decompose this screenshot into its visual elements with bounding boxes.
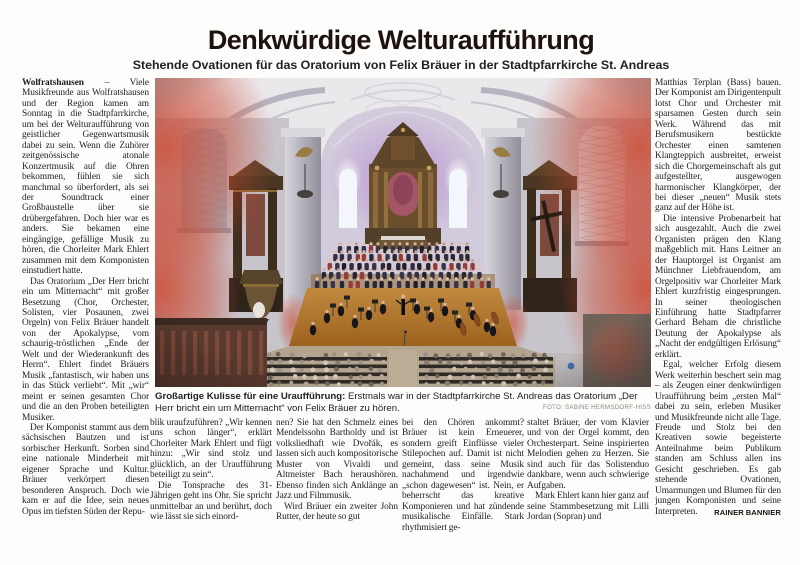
text-column-left — [22, 78, 149, 524]
paragraph — [655, 360, 781, 517]
paragraph: staltet Bräuer, der vom Klavier und von der Orgel kommt, den Orchesterpart. Seine inspirierten Melodien gehen zu Herzen. Sie sind auch für das Solistenduo dankbare, wenn auch schwierige Aufgaben. — [527, 418, 649, 491]
paragraph: Das Oratorium „Der Herr bricht ein um Mitternacht“ mit großer Besetzung (Chor, Orchester, Solisten, vier Posaunen, zwei Orgeln) von Felix Bräuer handelt von der Apokalypse, vom schaurig-tröstlichen „Ende der Welt und der Wiederankunft des Herrn“. Ehlert findet Bräuers Musik „fantastisch, wir haben uns in das Stück verliebt“. Mit „wir“ meint er seinen gesamten Chor und die an den Proben beteiligten Musiker. — [22, 276, 149, 423]
author-byline: RAINER BANNIER — [714, 507, 781, 517]
subheadline: Stehende Ovationen für das Oratorium von Felix Bräuer in der Stadtpfarrkirche St. Andreas — [132, 58, 670, 72]
page-title: Denkwürdige Welturaufführung — [207, 25, 595, 55]
paragraph: Die intensive Probenarbeit hat sich ausgezahlt. Auch die zwei Organisten prägen den Klang maßgeblich mit. Hans Leitner an der Hauptorgel ist Organist am Münchner Liebfrauendom, am Orgelpositiv war Chorleiter Mark Ehlert kurzfristig eingesprungen. In seiner theologischen Einführung hatte Stadtpfarrer Gerhard Beham die christliche Deutung der Apokalypse als „Nacht der endgültigen Erlösung“ erklärt. — [655, 213, 781, 360]
paragraph-text: Egal, welcher Erfolg diesem Werk weiterhin beschert sein mag – als Zeugen einer denkwürdigen Uraufführung beim „ersten Mal“ dabei zu sein, erleben Musiker und Musikfreunde nicht alle Tage. Freude und Stolz bei den Kreativen sowie begeisterte Anteilnahme beim Publikum standen am Schluss allen ins Gesicht geschrieben. Es gab stehende Ovationen, Umarmungen und Blumen für den jungen Komponisten und seine Interpreten. — [655, 360, 781, 517]
caption-lead: Großartige Kulisse für eine Uraufführung: — [155, 391, 346, 402]
paragraph: Mark Ehlert kann hier ganz auf seine Stammbesetzung mit Lilli Jordan (Sopran) und — [527, 491, 649, 523]
paragraph: Der Komponist stammt aus dem sächsischen Bautzen und ist sorbischer Herkunft. Sorben sind eine nationale Minderheit mit eigener Sprache und Kultur. Bräuer verkörpert diesen besonderen Anspruch. Doch wie kam er auf die Idee, sein neues Opus im tiefsten Süden der Repu- — [22, 422, 149, 517]
paragraph: nen? Sie hat den Schmelz eines Mendelssohn Bartholdy und ist volksliedhaft wie Dvořák, es lassen sich auch kompositorische Muster von Vivaldi und Altmeister Bach heraushören. Ebenso finden sich Anklänge an Jazz und Filmmusik. — [276, 418, 398, 502]
text-column-bottom-1 — [150, 418, 272, 565]
photo-vignette — [155, 78, 651, 387]
paragraph: blik uraufzuführen? „Wir kennen uns schon länger“, erklärt Chorleiter Mark Ehlert und fügt hinzu: „Wir sind stolz und glücklich, an der Uraufführung beteiligt zu sein“. — [150, 418, 272, 481]
church-concert-photo — [155, 78, 651, 387]
paragraph: bei den Chören ankommt? Bräuer ist kein Erneuerer, sondern greift Einflüsse vieler Stilepochen auf. Damit ist nicht gemeint, dass seine Musik nachahmend und irgendwie „schon dagewesen“ ist. Nein, er beherrscht das kreative Komponieren und hat zündende musikalische Einfälle. Stark rhythmisiert ge- — [402, 418, 524, 533]
text-column-bottom-2 — [276, 418, 398, 565]
paragraph: Wird Bräuer ein zweiter John Rutter, der heute so gut — [276, 501, 398, 523]
photo-credit: FOTO: SABINE HERMSDORF-HISS — [542, 404, 651, 412]
caption-text: Erstmals war in der Stadtpfarrkirche St. Andreas das Oratorium „Der Herr bricht ein um Mitternacht“ von Felix Bräuer zu hören. — [155, 391, 638, 414]
dateline: Wolfratshausen — [22, 78, 84, 88]
text-column-right — [655, 78, 781, 564]
text-column-bottom-3 — [402, 418, 524, 565]
photo-caption — [155, 391, 651, 414]
paragraph: Die Tonsprache des 31-Jährigen geht ins Ohr. Sie spricht unmittelbar an und berührt, doch wie lässt sie sich einord- — [150, 480, 272, 523]
text-column-bottom-4 — [527, 418, 649, 565]
paragraph — [22, 78, 149, 277]
paragraph: Matthias Terplan (Bass) bauen. Der Komponist am Dirigentenpult lotst Chor und Orchester mit sparsamen Gesten durch sein Werk. Während das mit Berufsmusikern bestückte Orchester einen samtenen Klangteppich ausbreitet, erweist sich die Chorgemeinschaft als gut aufgestellter, ausgewogen harmonischer Klangkörper, der bei dieser „neuen“ Musik stets ganz auf der Höhe ist. — [655, 78, 781, 214]
masthead — [22, 26, 780, 72]
church-concert-illustration — [155, 78, 651, 387]
paragraph-text: – Viele Musikfreunde aus Wolfratshausen und der Region kamen am Sonntag in die Stadtpfarrkirche, um bei der Welturaufführung von geistlicher Gegenwartsmusik dabei zu sein. Wenn die Zuhörer zeitgenössische atonale Konzertmusik auf die Ohren bekommen, fühlen sie sich manchmal so überfordert, als sei der Soundtrack einer Großbaustelle über sie drübergefahren. Doch hier war es anders. Sie bekamen eine eingängige, gefällige Musik zu hören, die Chorleiter Mark Ehlert zusammen mit dem Komponisten einstudiert hatte. — [22, 78, 149, 277]
